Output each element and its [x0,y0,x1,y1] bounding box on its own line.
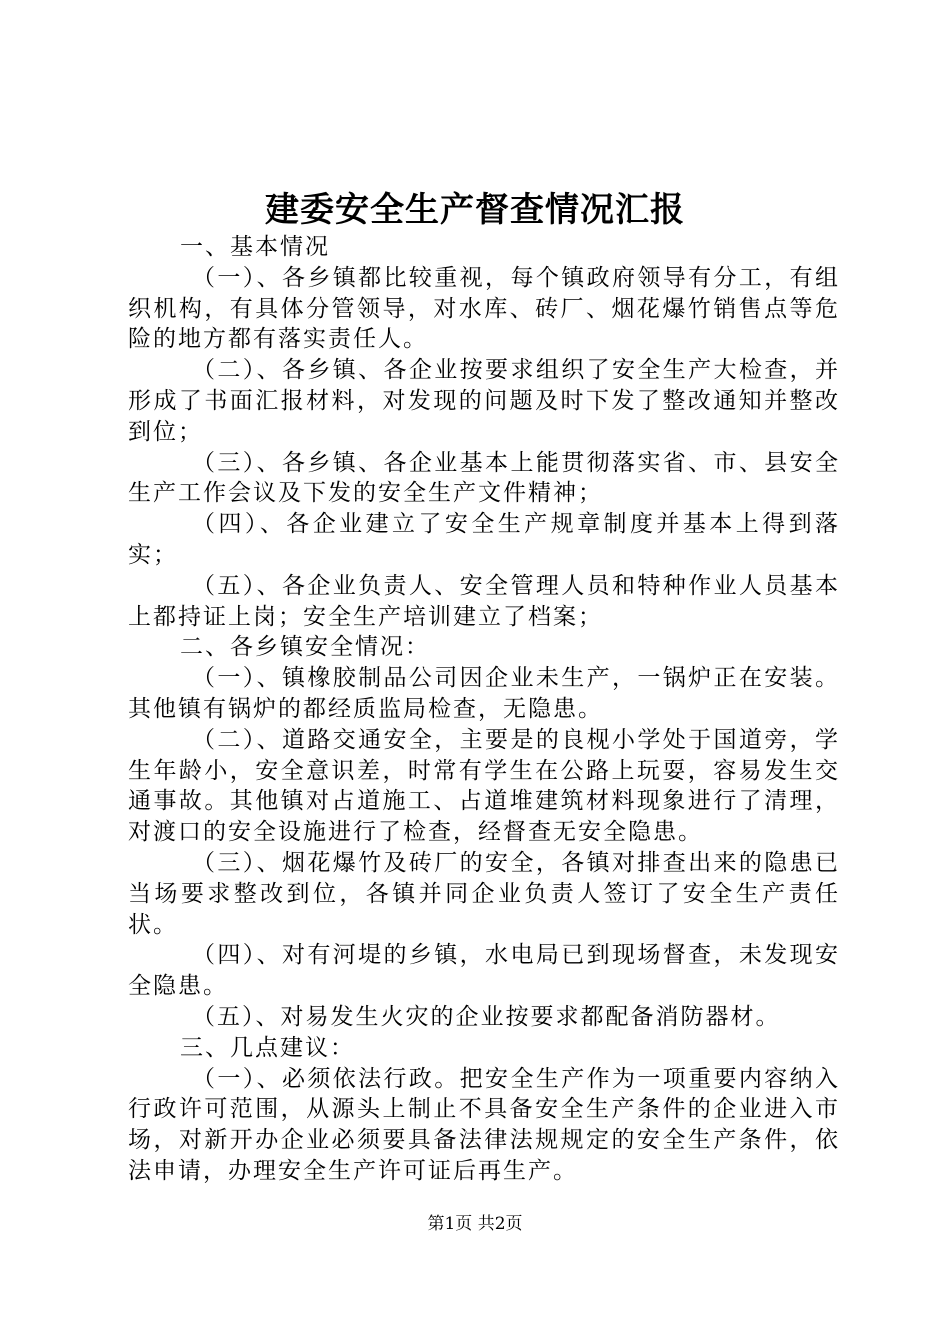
page-number-footer: 第1页 共2页 [427,1214,523,1234]
paragraph: （四）、对有河堤的乡镇，水电局已到现场督查，未发现安全隐患。 [128,942,840,1000]
paragraph: （五）、对易发生火灾的企业按要求都配备消防器材。 [192,1003,781,1030]
paragraph: （三）、各乡镇、各企业基本上能贯彻落实省、市、县安全生产工作会议及下发的安全生产文件精神； [128,449,840,507]
paragraph: （二）、道路交通安全，主要是的良枧小学处于国道旁，学生年龄小，安全意识差，时常有学生在公路上玩耍，容易发生交通事故。其他镇对占道施工、占道堆建筑材料现象进行了清理，对渡口的安全设施进行了检查，经督查无安全隐患。 [128,726,840,846]
paragraph: （一）、必须依法行政。把安全生产作为一项重要内容纳入行政许可范围，从源头上制止不具备安全生产条件的企业进入市场，对新开办企业必须要具备法律法规规定的安全生产条件，依法申请，办理安全生产许可证后再生产。 [128,1065,840,1184]
paragraph: （一）、镇橡胶制品公司因企业未生产，一锅炉正在安装。其他镇有锅炉的都经质监局检查，无隐患。 [128,665,840,722]
paragraph: （四）、各企业建立了安全生产规章制度并基本上得到落实； [128,511,840,568]
paragraph: （三）、烟花爆竹及砖厂的安全，各镇对排查出来的隐患已当场要求整改到位，各镇并同企业负责人签订了安全生产责任状。 [128,849,840,938]
paragraph: （二）、各乡镇、各企业按要求组织了安全生产大检查，并形成了书面汇报材料，对发现的问题及时下发了整改通知并整改到位； [128,357,840,445]
paragraph: （一）、各乡镇都比较重视，每个镇政府领导有分工，有组织机构，有具体分管领导，对水库、砖厂、烟花爆竹销售点等危险的地方都有落实责任人。 [128,264,840,353]
section-heading: 三、几点建议： [180,1034,355,1061]
section-heading: 二、各乡镇安全情况： [180,634,430,661]
section-heading: 一、基本情况 [180,234,330,260]
document-title: 建委安全生产督查情况汇报 [265,190,685,230]
document-body [128,232,840,1187]
paragraph: （五）、各企业负责人、安全管理人员和特种作业人员基本上都持证上岗；安全生产培训建立了档案； [128,572,840,630]
